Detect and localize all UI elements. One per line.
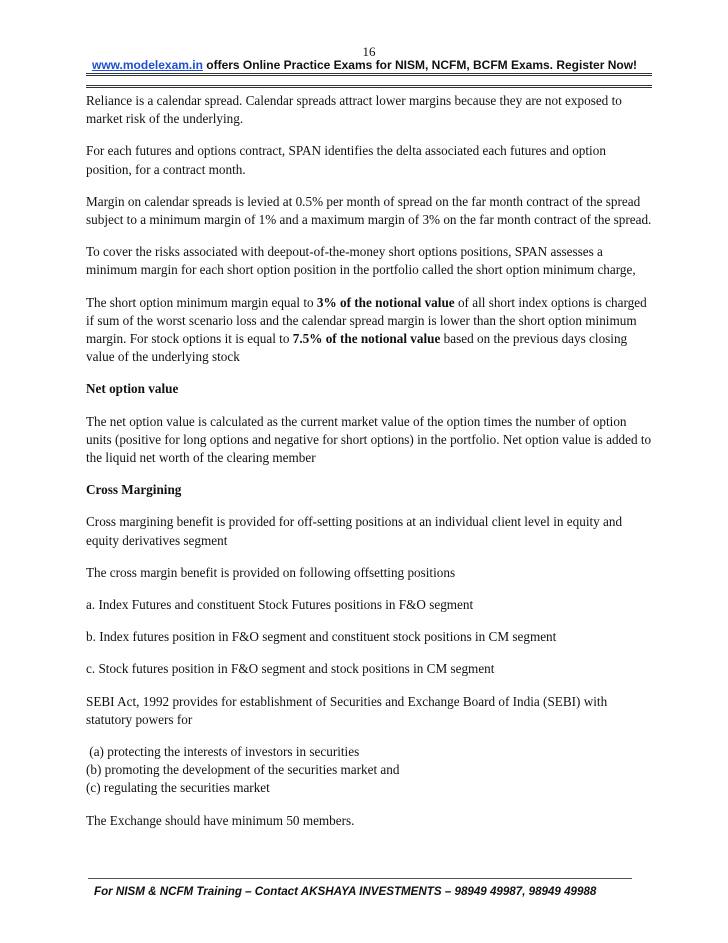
page-number: 16: [362, 44, 376, 59]
paragraph: The Exchange should have minimum 50 members.: [86, 812, 355, 828]
list-item: b. Index futures position in F&O segment and constituent stock positions in CM segment: [86, 629, 557, 645]
paragraph: For each futures and options contract, SPAN identifies the delta associated each futures and option position, for a contract month.: [86, 143, 606, 177]
heading-text: Cross Margining: [86, 482, 182, 498]
paragraph: Cross margining benefit is provided for off-setting positions at an individual client level in equity and equity derivatives segment: [86, 514, 623, 548]
paragraph: Margin on calendar spreads is levied at 0.5% per month of spread on the far month contract of the spread subject to a minimum margin of 1% and a maximum margin of 3% on the far month contract of the spread.: [86, 193, 652, 228]
text-run: The short option minimum margin equal to: [86, 294, 317, 310]
section-heading-net-option-value: [86, 380, 654, 398]
list-item: (c) regulating the securities market: [86, 780, 270, 796]
list-item: c. Stock futures position in F&O segment and stock positions in CM segment: [86, 661, 495, 677]
page-header: [92, 58, 652, 72]
list-item: (a) protecting the interests of investors in securities: [86, 744, 360, 760]
header-tagline: offers Online Practice Exams for NISM, NCFM, BCFM Exams. Register Now!: [202, 58, 638, 72]
website-link[interactable]: www.modelexam.in: [92, 58, 203, 72]
list-item: (b) promoting the development of the securities market and: [86, 762, 400, 778]
bold-text: 7.5% of the notional value: [292, 331, 441, 347]
page-footer: For NISM & NCFM Training – Contact AKSHAYA INVESTMENTS – 98949 49987, 98949 49988: [94, 885, 597, 898]
document-body: [86, 92, 654, 844]
paragraph: SEBI Act, 1992 provides for establishment of Securities and Exchange Board of India (SEBI) with statutory powers for: [86, 693, 608, 727]
header-divider: [86, 73, 652, 88]
paragraph: To cover the risks associated with deepout-of-the-money short options positions, SPAN assesses a minimum margin for each short option position in the portfolio called the short option minimum charge,: [86, 244, 636, 278]
section-heading-cross-margining: [86, 481, 654, 499]
heading-text: Net option value: [86, 381, 179, 397]
text-run: of all short index options is charged if sum of the worst scenario loss and the calendar spread margin is lower than the short option minimum margin. For stock options it is equal to: [86, 294, 647, 347]
paragraph: The net option value is calculated as the current market value of the option times the number of option units (positive for long options and negative for short options) in the portfolio. Net option value is added to the liquid net worth of the clearing member: [86, 413, 652, 466]
paragraph-short-option-margin: [86, 294, 654, 367]
list-item: a. Index Futures and constituent Stock Futures positions in F&O segment: [86, 597, 474, 613]
text-run: based on the previous days closing value of the underlying stock: [86, 331, 628, 365]
bold-text: 3% of the notional value: [316, 294, 455, 310]
paragraph: Reliance is a calendar spread. Calendar spreads attract lower margins because they are not exposed to market risk of the underlying.: [86, 93, 622, 127]
footer-divider: [88, 878, 632, 879]
paragraph: The cross margin benefit is provided on following offsetting positions: [86, 564, 456, 580]
